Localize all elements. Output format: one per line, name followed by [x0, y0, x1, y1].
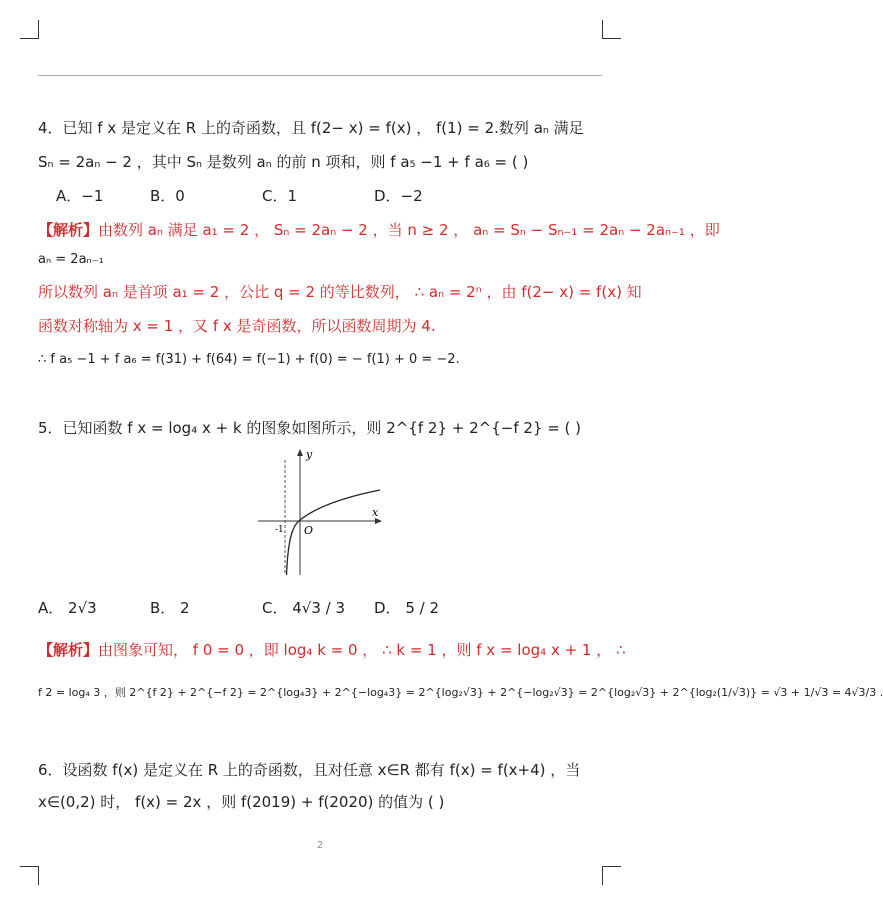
q4-option-a: A．−1 [56, 187, 104, 205]
q4-option-d: D．−2 [374, 187, 423, 205]
q4-analysis-tag: 【解析】 [38, 221, 99, 239]
q4-analysis-line1 [38, 220, 720, 240]
q5-option-c: C． 4√3 / 3 [262, 599, 346, 617]
q4-analysis-line3: 所以数列 aₙ 是首项 a₁ = 2 ，公比 q = 2 的等比数列， ∴ aₙ = 2ⁿ ，由 f(2− x) = f(x) 知 [38, 283, 642, 301]
y-axis-arrow [297, 449, 303, 456]
q4-analysis-line5: ∴ f a₅ −1 + f a₆ = f(31) + f(64) = f(−1) + f(0) = − f(1) + 0 = −2. [38, 352, 460, 367]
y-axis-label: y [306, 448, 313, 461]
page-number: 2 [316, 840, 324, 851]
q4-stem-line2: Sₙ = 2aₙ − 2 ，其中 Sₙ 是数列 aₙ 的前 n 项和，则 f a₅ −1 + f a₆ = ( ) [38, 153, 529, 171]
origin-label: O [304, 524, 314, 537]
q4-analysis-line4: 函数对称轴为 x = 1 ，又 f x 是奇函数，所以函数周期为 4. [38, 317, 436, 335]
q4-stem-line1: 4．已知 f x 是定义在 R 上的奇函数，且 f(2− x) = f(x) ， f(1) = 2.数列 aₙ 满足 [38, 119, 584, 137]
x-axis-label: x [372, 506, 379, 519]
q6-stem-line2: x∈(0,2) 时， f(x) = 2x ，则 f(2019) + f(2020) 的值为 ( ) [38, 793, 445, 811]
function-curve [287, 490, 381, 575]
q4-analysis-line2: aₙ = 2aₙ₋₁ [38, 252, 104, 267]
crop-mark-top-right [602, 20, 621, 39]
crop-mark-top-left [20, 20, 39, 39]
crop-mark-bottom-right [602, 866, 621, 885]
q5-analysis-line1 [38, 640, 626, 660]
q5-option-d: D． 5 / 2 [374, 599, 439, 617]
q5-option-b: B． 2 [150, 599, 190, 617]
q4-analysis-text1: 由数列 aₙ 满足 a₁ = 2 ， Sₙ = 2aₙ − 2 ，当 n ≥ 2 ， aₙ = Sₙ − Sₙ₋₁ = 2aₙ − 2aₙ₋₁ ，即 [98, 221, 720, 239]
tick-label-neg1: -1 [275, 525, 284, 535]
q5-function-graph [250, 440, 390, 580]
q5-analysis-text1: 由图象可知， f 0 = 0 ，即 log₄ k = 0 ， ∴ k = 1 ，则 f x = log₄ x + 1 ， ∴ [98, 641, 626, 659]
q4-option-b: B．0 [150, 187, 185, 205]
q6-stem-line1: 6．设函数 f(x) 是定义在 R 上的奇函数，且对任意 x∈R 都有 f(x) = f(x+4) ，当 [38, 761, 581, 779]
q5-option-a: A． 2√3 [38, 599, 97, 617]
q5-analysis-tag: 【解析】 [38, 641, 99, 659]
q5-stem-line1: 5．已知函数 f x = log₄ x + k 的图象如图所示，则 2^{f 2} + 2^{−f 2} = ( ) [38, 419, 582, 437]
crop-mark-bottom-left [20, 866, 39, 885]
header-rule [38, 75, 602, 76]
q5-analysis-line2: f 2 = log₄ 3 ，则 2^{f 2} + 2^{−f 2} = 2^{log₄3} + 2^{−log₄3} = 2^{log₂√3} + 2^{−log₂√3} = 2^{log₂√3} + 2^{log₂(1/√3)} = √3 + 1/√3 = 4√3/3 . [38, 686, 883, 699]
q4-option-c: C．1 [262, 187, 298, 205]
